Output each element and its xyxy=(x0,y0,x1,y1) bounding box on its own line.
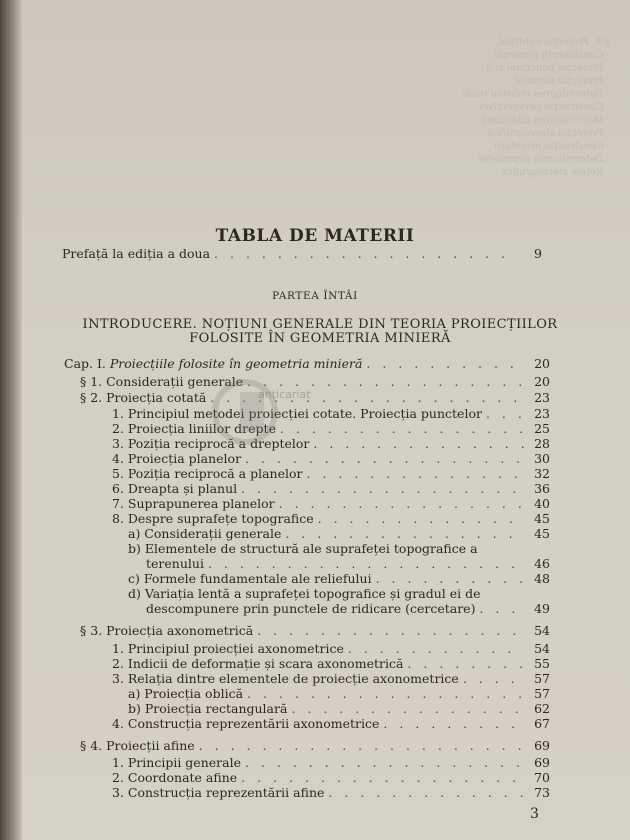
toc-entry-section-1: § 1. Considerații generale . . . 20 xyxy=(80,374,550,389)
bleed-through-text: § 5. Proiecția centrală Considerații generale Proiecția punctului și a Proiecția planului Determinarea mărimii reale Construcția perspectivei Determinarea adâncimii Proiecția stereografică Construcția orientării Determinarea suprafeței Rețele stereografice xyxy=(461,37,610,178)
toc-entry: 3. Construcția reprezentării afine . . . 73 xyxy=(112,785,550,800)
toc-entry-section-3: § 3. Proiecția axonometrică . . . 54 xyxy=(80,623,550,638)
page-title: TABLA DE MATERII xyxy=(215,226,415,246)
toc-entry: a) Considerații generale . . . 45 xyxy=(128,526,550,541)
toc-entry: 3. Relația dintre elementele de proiecție axonometrice . . . 57 xyxy=(112,671,550,686)
watermark-logo xyxy=(200,372,330,462)
toc-entry: 5. Poziția reciprocă a planelor . . . 32 xyxy=(112,466,550,481)
toc-page: 9 xyxy=(534,246,542,261)
toc-entry: 2. Coordonate afine . . . 70 xyxy=(112,770,550,785)
chapter-prefix: Cap. I. xyxy=(64,356,106,371)
toc-entry: 7. Suprapunerea planelor . . . 40 xyxy=(112,496,550,511)
toc-entry-section-2: § 2. Proiecția cotată . . . 23 xyxy=(80,390,550,405)
toc-entry: 1. Principii generale . . . 69 xyxy=(112,755,550,770)
intro-heading-line-2: FOLOSITE ÎN GEOMETRIA MINIERĂ xyxy=(189,331,451,346)
toc-entry: 3. Poziția reciprocă a dreptelor . . . 28 xyxy=(112,436,550,451)
page-number: 3 xyxy=(530,806,539,822)
toc-entry-text: b) Elementele de structură ale suprafeței topografice a xyxy=(128,541,478,556)
leader-dots xyxy=(366,356,524,371)
book-spine-shadow xyxy=(0,0,22,840)
toc-entry: 2. Indicii de deformație și scara axonometrică . . . 55 xyxy=(112,656,550,671)
intro-heading-line-1: INTRODUCERE. NOȚIUNI GENERALE DIN TEORIA PROIECȚIILOR xyxy=(82,317,558,332)
toc-entry: 1. Principiul metodei proiecției cotate. Proiecția punctelor . . . 23 xyxy=(112,406,550,421)
toc-label: Prefață la ediția a doua xyxy=(62,246,211,261)
part-heading: PARTEA ÎNTÂI xyxy=(272,290,358,302)
toc-entry: 8. Despre suprafețe topografice . . . 45 xyxy=(112,511,550,526)
toc-entry: 4. Construcția reprezentării axonometrice . . . 67 xyxy=(112,716,550,731)
chapter-title: Proiecțiile folosite în geometria minieră xyxy=(109,356,363,371)
toc-page: 20 xyxy=(534,356,550,371)
toc-label xyxy=(64,356,362,371)
intro-heading xyxy=(40,318,600,346)
toc-entry-section-4: § 4. Proiecții afine . . . 69 xyxy=(80,738,550,753)
toc-preface xyxy=(62,246,542,261)
watermark-text: anticariat xyxy=(258,388,311,401)
toc-entry: 2. Proiecția liniilor drepte . . . 25 xyxy=(112,421,550,436)
toc-entry: terenului . . . 46 xyxy=(146,556,550,571)
toc-entry: descompunere prin punctele de ridicare (cercetare) . . . 49 xyxy=(146,601,550,616)
toc-entry: a) Proiecția oblică . . . 57 xyxy=(128,686,550,701)
toc-entry: 1. Principiul proiecției axonometrice . . . 54 xyxy=(112,641,550,656)
toc-entry: 4. Proiecția planelor . . . 30 xyxy=(112,451,550,466)
toc-entry: b) Proiecția rectangulară . . . 62 xyxy=(128,701,550,716)
leader-dots xyxy=(214,246,516,261)
toc-entry: 6. Dreapta și planul . . . 36 xyxy=(112,481,550,496)
toc-entry-text: d) Variația lentă a suprafeței topografice și gradul ei de xyxy=(128,586,481,601)
toc-entry: c) Formele fundamentale ale reliefului . . . 48 xyxy=(128,571,550,586)
toc-chapter-1 xyxy=(64,356,550,371)
